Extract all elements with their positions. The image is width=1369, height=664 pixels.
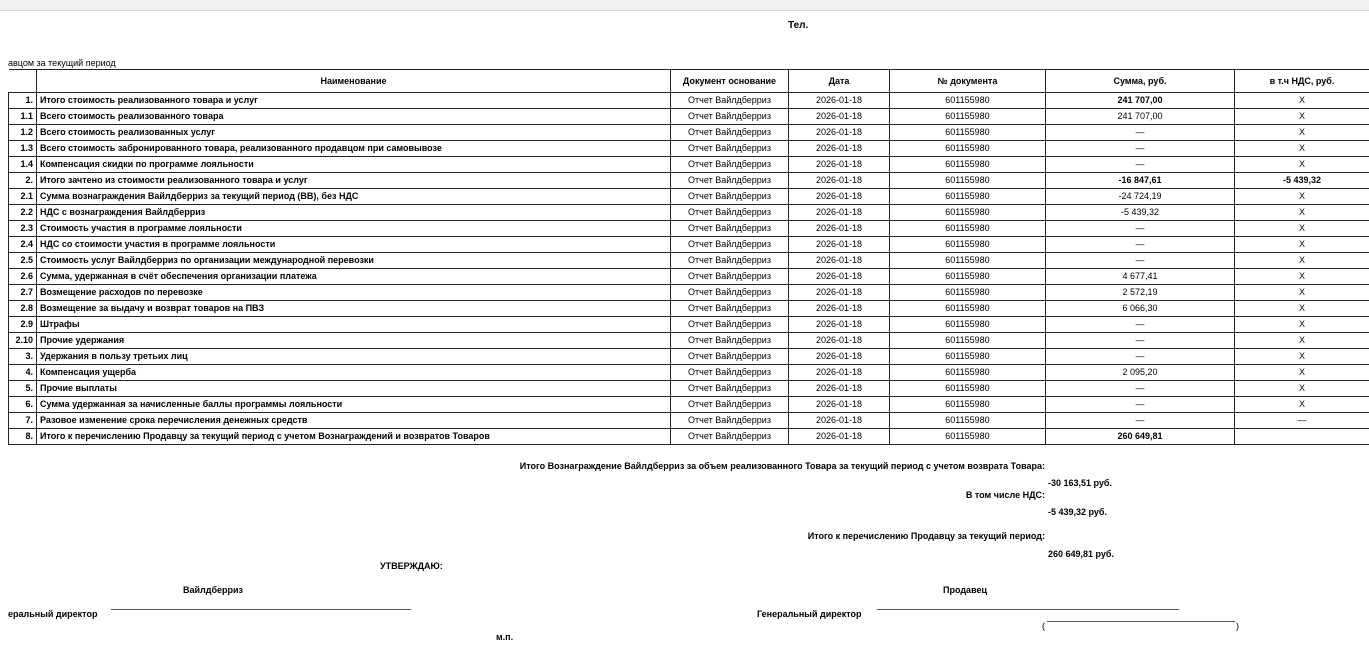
row-basis-document: Отчет Вайлдберриз	[671, 269, 789, 285]
row-vat: X	[1235, 301, 1369, 317]
row-document-number: 601155980	[890, 253, 1046, 269]
table-row	[9, 429, 1369, 445]
row-amount: 4 677,41	[1046, 269, 1235, 285]
table-row	[9, 317, 1369, 333]
row-basis-document: Отчет Вайлдберриз	[671, 157, 789, 173]
row-amount: —	[1046, 221, 1235, 237]
vat-total-label: В том числе НДС:	[965, 490, 1045, 500]
row-amount: —	[1046, 141, 1235, 157]
row-vat	[1235, 429, 1369, 445]
paren-close: )	[1236, 621, 1239, 631]
row-amount: 2 572,19	[1046, 285, 1235, 301]
paren-open: (	[1042, 621, 1045, 631]
row-vat: X	[1235, 285, 1369, 301]
row-basis-document: Отчет Вайлдберриз	[671, 301, 789, 317]
row-vat: X	[1235, 381, 1369, 397]
row-name: НДС со стоимости участия в программе лояльности	[37, 237, 671, 253]
row-document-number: 601155980	[890, 157, 1046, 173]
row-document-number: 601155980	[890, 317, 1046, 333]
row-document-number: 601155980	[890, 269, 1046, 285]
row-number: 1.2	[9, 125, 37, 141]
approve-label: УТВЕРЖДАЮ:	[380, 561, 443, 571]
row-number: 2.6	[9, 269, 37, 285]
row-name: Всего стоимость забронированного товара, реализованного продавцом при самовывозе	[37, 141, 671, 157]
table-row	[9, 157, 1369, 173]
row-vat: X	[1235, 157, 1369, 173]
row-name: Компенсация ущерба	[37, 365, 671, 381]
row-document-number: 601155980	[890, 221, 1046, 237]
row-vat: -5 439,32	[1235, 173, 1369, 189]
table-row	[9, 269, 1369, 285]
table-row	[9, 141, 1369, 157]
row-date: 2026-01-18	[789, 381, 890, 397]
row-document-number: 601155980	[890, 125, 1046, 141]
table-row	[9, 173, 1369, 189]
row-vat: —	[1235, 413, 1369, 429]
row-basis-document: Отчет Вайлдберриз	[671, 381, 789, 397]
row-number: 2.10	[9, 333, 37, 349]
row-date: 2026-01-18	[789, 285, 890, 301]
row-number: 1.3	[9, 141, 37, 157]
left-org-name: Вайлдберриз	[183, 585, 244, 595]
row-name: Возмещение расходов по перевозке	[37, 285, 671, 301]
row-name: Сумма удержанная за начисленные баллы программы лояльности	[37, 397, 671, 413]
row-name: Всего стоимость реализованного товара	[37, 109, 671, 125]
row-amount: -24 724,19	[1046, 189, 1235, 205]
row-date: 2026-01-18	[789, 349, 890, 365]
row-name: Возмещение за выдачу и возврат товаров на ПВЗ	[37, 301, 671, 317]
row-date: 2026-01-18	[789, 365, 890, 381]
row-number: 2.1	[9, 189, 37, 205]
row-vat: X	[1235, 125, 1369, 141]
row-amount: 241 707,00	[1046, 109, 1235, 125]
row-document-number: 601155980	[890, 349, 1046, 365]
row-basis-document: Отчет Вайлдберриз	[671, 317, 789, 333]
row-amount: —	[1046, 253, 1235, 269]
row-basis-document: Отчет Вайлдберриз	[671, 141, 789, 157]
row-basis-document: Отчет Вайлдберриз	[671, 253, 789, 269]
row-vat: X	[1235, 317, 1369, 333]
row-basis-document: Отчет Вайлдберриз	[671, 365, 789, 381]
row-vat: X	[1235, 397, 1369, 413]
row-name: Сумма, удержанная в счёт обеспечения организации платежа	[37, 269, 671, 285]
row-amount: -16 847,61	[1046, 173, 1235, 189]
table-row	[9, 93, 1369, 109]
report-caption: авцом за текущий период	[8, 58, 116, 68]
table-row	[9, 253, 1369, 269]
row-date: 2026-01-18	[789, 237, 890, 253]
row-basis-document: Отчет Вайлдберриз	[671, 205, 789, 221]
row-vat: X	[1235, 237, 1369, 253]
reward-total-value: -30 163,51 руб.	[1048, 478, 1112, 488]
row-number: 2.2	[9, 205, 37, 221]
row-name: Итого зачтено из стоимости реализованного товара и услуг	[37, 173, 671, 189]
row-number: 1.4	[9, 157, 37, 173]
row-number: 2.5	[9, 253, 37, 269]
viewer-top-bar	[0, 0, 1369, 11]
row-date: 2026-01-18	[789, 173, 890, 189]
col-header-number	[9, 70, 37, 93]
row-date: 2026-01-18	[789, 189, 890, 205]
row-name: Всего стоимость реализованных услуг	[37, 125, 671, 141]
row-number: 6.	[9, 397, 37, 413]
row-amount: 6 066,30	[1046, 301, 1235, 317]
table-row	[9, 205, 1369, 221]
table-row	[9, 189, 1369, 205]
row-amount: —	[1046, 317, 1235, 333]
row-number: 7.	[9, 413, 37, 429]
row-document-number: 601155980	[890, 141, 1046, 157]
row-amount: -5 439,32	[1046, 205, 1235, 221]
row-amount: 260 649,81	[1046, 429, 1235, 445]
row-number: 8.	[9, 429, 37, 445]
row-date: 2026-01-18	[789, 413, 890, 429]
row-date: 2026-01-18	[789, 125, 890, 141]
right-signature-line	[877, 608, 1179, 610]
left-signature-line	[111, 608, 411, 610]
col-header-amount: Сумма, руб.	[1046, 70, 1235, 93]
row-amount: —	[1046, 413, 1235, 429]
row-name: Прочие выплаты	[37, 381, 671, 397]
table-row	[9, 349, 1369, 365]
row-basis-document: Отчет Вайлдберриз	[671, 125, 789, 141]
row-date: 2026-01-18	[789, 221, 890, 237]
row-date: 2026-01-18	[789, 141, 890, 157]
row-vat: X	[1235, 93, 1369, 109]
row-document-number: 601155980	[890, 413, 1046, 429]
row-document-number: 601155980	[890, 301, 1046, 317]
row-number: 2.4	[9, 237, 37, 253]
row-number: 2.7	[9, 285, 37, 301]
row-number: 1.	[9, 93, 37, 109]
col-header-basis-document: Документ основание	[671, 70, 789, 93]
row-document-number: 601155980	[890, 205, 1046, 221]
table-row	[9, 285, 1369, 301]
col-header-date: Дата	[789, 70, 890, 93]
row-number: 4.	[9, 365, 37, 381]
name-decode-line	[1047, 620, 1235, 622]
row-basis-document: Отчет Вайлдберриз	[671, 285, 789, 301]
table-row	[9, 301, 1369, 317]
tel-label: Тел.	[788, 20, 809, 31]
row-date: 2026-01-18	[789, 109, 890, 125]
row-document-number: 601155980	[890, 365, 1046, 381]
row-vat: X	[1235, 141, 1369, 157]
row-basis-document: Отчет Вайлдберриз	[671, 413, 789, 429]
row-document-number: 601155980	[890, 333, 1046, 349]
table-row	[9, 413, 1369, 429]
row-document-number: 601155980	[890, 93, 1046, 109]
right-org-name: Продавец	[943, 585, 988, 595]
row-number: 5.	[9, 381, 37, 397]
row-amount: —	[1046, 397, 1235, 413]
reward-total-label: Итого Вознаграждение Вайлдберриз за объем реализованного Товара за текущий период с учетом возврата Товара:	[519, 461, 1045, 471]
row-amount: 2 095,20	[1046, 365, 1235, 381]
row-basis-document: Отчет Вайлдберриз	[671, 349, 789, 365]
table-row	[9, 397, 1369, 413]
row-name: НДС с вознаграждения Вайлдберриз	[37, 205, 671, 221]
table-row	[9, 221, 1369, 237]
row-basis-document: Отчет Вайлдберриз	[671, 173, 789, 189]
row-number: 2.	[9, 173, 37, 189]
row-document-number: 601155980	[890, 173, 1046, 189]
row-vat: X	[1235, 333, 1369, 349]
row-date: 2026-01-18	[789, 269, 890, 285]
row-vat: X	[1235, 189, 1369, 205]
row-date: 2026-01-18	[789, 317, 890, 333]
table-header-row	[9, 70, 1369, 93]
row-date: 2026-01-18	[789, 429, 890, 445]
left-director-label: еральный директор	[8, 609, 98, 619]
col-header-document-number: № документа	[890, 70, 1046, 93]
row-name: Прочие удержания	[37, 333, 671, 349]
row-basis-document: Отчет Вайлдберриз	[671, 237, 789, 253]
row-vat: X	[1235, 253, 1369, 269]
row-date: 2026-01-18	[789, 157, 890, 173]
row-date: 2026-01-18	[789, 205, 890, 221]
row-name: Стоимость услуг Вайлдберриз по организации международной перевозки	[37, 253, 671, 269]
row-name: Удержания в пользу третьих лиц	[37, 349, 671, 365]
row-basis-document: Отчет Вайлдберриз	[671, 429, 789, 445]
row-date: 2026-01-18	[789, 93, 890, 109]
row-name: Компенсация скидки по программе лояльности	[37, 157, 671, 173]
row-date: 2026-01-18	[789, 333, 890, 349]
row-date: 2026-01-18	[789, 397, 890, 413]
row-vat: X	[1235, 221, 1369, 237]
row-vat: X	[1235, 109, 1369, 125]
table-row	[9, 237, 1369, 253]
row-vat: X	[1235, 269, 1369, 285]
stamp-placeholder: м.п.	[496, 632, 514, 642]
row-basis-document: Отчет Вайлдберриз	[671, 333, 789, 349]
payout-total-label: Итого к перечислению Продавцу за текущий период:	[807, 531, 1045, 541]
table-row	[9, 109, 1369, 125]
row-basis-document: Отчет Вайлдберриз	[671, 109, 789, 125]
row-basis-document: Отчет Вайлдберриз	[671, 221, 789, 237]
table-row	[9, 333, 1369, 349]
row-number: 1.1	[9, 109, 37, 125]
row-name: Стоимость участия в программе лояльности	[37, 221, 671, 237]
row-amount: —	[1046, 349, 1235, 365]
row-basis-document: Отчет Вайлдберриз	[671, 397, 789, 413]
row-amount: —	[1046, 381, 1235, 397]
row-document-number: 601155980	[890, 285, 1046, 301]
row-name: Разовое изменение срока перечисления денежных средств	[37, 413, 671, 429]
row-name: Итого стоимость реализованного товара и услуг	[37, 93, 671, 109]
row-vat: X	[1235, 205, 1369, 221]
row-document-number: 601155980	[890, 109, 1046, 125]
row-number: 3.	[9, 349, 37, 365]
row-date: 2026-01-18	[789, 253, 890, 269]
col-header-vat: в т.ч НДС, руб.	[1235, 70, 1369, 93]
row-document-number: 601155980	[890, 189, 1046, 205]
row-name: Штрафы	[37, 317, 671, 333]
table-row	[9, 365, 1369, 381]
row-name: Итого к перечислению Продавцу за текущий период с учетом Вознаграждений и возвратов Товаров	[37, 429, 671, 445]
report-table	[8, 69, 1369, 445]
row-basis-document: Отчет Вайлдберриз	[671, 93, 789, 109]
payout-total-value: 260 649,81 руб.	[1048, 549, 1114, 559]
row-vat: X	[1235, 349, 1369, 365]
row-document-number: 601155980	[890, 237, 1046, 253]
table-body	[9, 93, 1369, 445]
table-row	[9, 125, 1369, 141]
row-name: Сумма вознаграждения Вайлдберриз за текущий период (ВВ), без НДС	[37, 189, 671, 205]
table-row	[9, 381, 1369, 397]
col-header-name: Наименование	[37, 70, 671, 93]
row-number: 2.9	[9, 317, 37, 333]
row-amount: —	[1046, 237, 1235, 253]
row-amount: —	[1046, 333, 1235, 349]
row-date: 2026-01-18	[789, 301, 890, 317]
row-vat: X	[1235, 365, 1369, 381]
row-document-number: 601155980	[890, 381, 1046, 397]
right-director-label: Генеральный директор	[757, 609, 862, 619]
row-amount: —	[1046, 125, 1235, 141]
row-amount: —	[1046, 157, 1235, 173]
vat-total-value: -5 439,32 руб.	[1048, 507, 1107, 517]
row-number: 2.3	[9, 221, 37, 237]
row-amount: 241 707,00	[1046, 93, 1235, 109]
row-basis-document: Отчет Вайлдберриз	[671, 189, 789, 205]
row-document-number: 601155980	[890, 429, 1046, 445]
row-document-number: 601155980	[890, 397, 1046, 413]
row-number: 2.8	[9, 301, 37, 317]
